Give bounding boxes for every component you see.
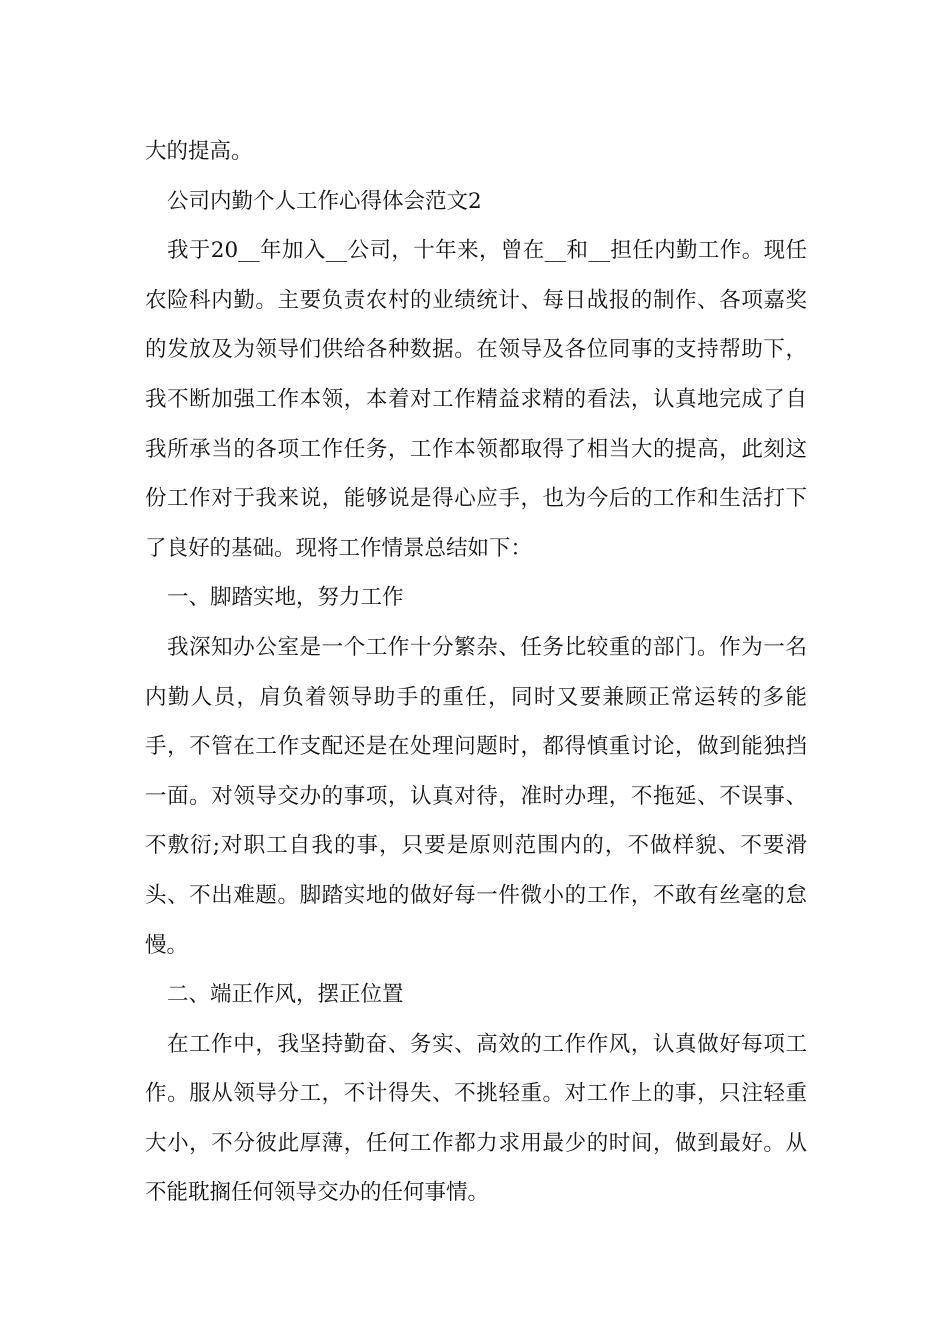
paragraph-continuation: 大的提高。: [145, 139, 253, 164]
document-body: [145, 127, 807, 1218]
paragraph-one: 我深知办公室是一个工作十分繁杂、任务比较重的部门。作为一名内勤人员，肩负着领导助手的重任，同时又要兼顾正常运转的多能手，不管在工作支配还是在处理问题时，都得慎重讨论，做到能独挡一面。对领导交办的事项，认真对待，准时办理，不拖延、不误事、不敷衍;对职工自我的事，只要是原则范围内的，不做样貌、不要滑头、不出难题。脚踏实地的做好每一件微小的工作，不敢有丝毫的怠慢。: [145, 634, 807, 958]
paragraph-two: 在工作中，我坚持勤奋、务实、高效的工作作风，认真做好每项工作。服从领导分工，不计得失、不挑轻重。对工作上的事，只注轻重大小，不分彼此厚薄，任何工作都力求用最少的时间，做到最好。从不能耽搁任何领导交办的任何事情。: [145, 1031, 807, 1206]
heading-one: 一、脚踏实地，努力工作: [167, 585, 404, 611]
section-title: 公司内勤个人工作心得体会范文2: [167, 188, 482, 214]
heading-two: 二、端正作风，摆正位置: [167, 982, 404, 1008]
paragraph-intro: 我于20__年加入__公司，十年来，曾在__和__担任内勤工作。现任农险科内勤。主要负责农村的业绩统计、每日战报的制作、各项嘉奖的发放及为领导们供给各种数据。在领导及各位同事的支持帮助下，我不断加强工作本领，本着对工作精益求精的看法，认真地完成了自我所承当的各项工作任务，工作本领都取得了相当大的提高，此刻这份工作对于我来说，能够说是得心应手，也为今后的工作和生活打下了良好的基础。现将工作情景总结如下：: [145, 238, 807, 561]
